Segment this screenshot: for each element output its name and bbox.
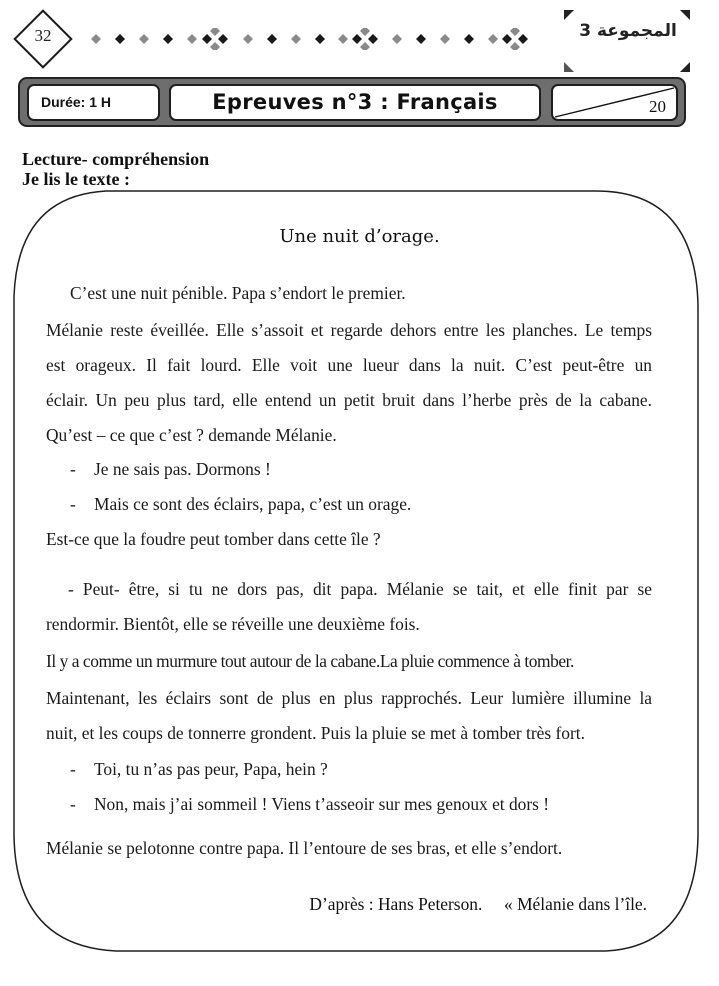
decorative-diamond-row	[82, 28, 552, 50]
story-line: Maintenant, les éclairs sont de plus en plus rapprochés. Leur lumière illumine la	[46, 688, 652, 708]
story-line: Mélanie se pelotonne contre papa. Il l’entoure de ses bras, et elle s’endort.	[46, 838, 563, 858]
page-number: 32	[34, 26, 52, 45]
dialogue-dash: -	[70, 759, 76, 779]
story-line: - Peut- être, si tu ne dors pas, dit papa. Mélanie se tait, et elle finit par se	[68, 579, 652, 599]
dialogue-line	[70, 459, 676, 480]
dialogue-line	[70, 494, 676, 515]
story-line: est orageux. Il fait lourd. Elle voit une lueur dans la nuit. C’est peut-être un	[46, 355, 652, 375]
dialogue-text: Je ne sais pas. Dormons !	[94, 459, 271, 479]
duration-box: Durée: 1 H	[27, 84, 160, 121]
story-line: Mélanie reste éveillée. Elle s’assoit et regarde dehors entre les planches. Le temps	[46, 320, 652, 340]
section-heading: Lecture- compréhension	[22, 149, 210, 169]
story-line: Il y a comme un murmure tout autour de la cabane.La pluie commence à tomber.	[46, 651, 574, 671]
group-label: المجموعة 3	[579, 21, 677, 41]
dialogue-dash: -	[70, 794, 76, 814]
story-line: C’est une nuit pénible. Papa s’endort le premier.	[70, 283, 406, 303]
story-line: Est-ce que la foudre peut tomber dans cette île ?	[46, 529, 381, 549]
source-text: D’après : Hans Peterson. « Mélanie dans l’île.	[309, 894, 647, 914]
section-instruction: Je lis le texte :	[22, 169, 130, 189]
dialogue-line	[70, 794, 676, 815]
story-title: Une nuit d’orage.	[279, 226, 440, 247]
dialogue-text: Non, mais j’ai sommeil ! Viens t’asseoir sur mes genoux et dors !	[94, 794, 550, 814]
dialogue-dash: -	[70, 494, 76, 514]
story-line: Qu’est – ce que c’est ? demande Mélanie.	[46, 425, 337, 445]
story-line: nuit, et les coups de tonnerre grondent. Puis la pluie se met à tomber très fort.	[46, 723, 585, 743]
exam-title: Epreuves n°3 : Français	[169, 84, 541, 121]
group-label-corners	[564, 10, 694, 74]
dialogue-line	[70, 759, 676, 780]
dialogue-text: Toi, tu n’as pas peur, Papa, hein ?	[94, 759, 328, 779]
story-line: éclair. Un peu plus tard, elle entend un petit bruit dans l’herbe près de la cabane.	[46, 390, 652, 410]
story-source	[309, 894, 647, 915]
dialogue-text: Mais ce sont des éclairs, papa, c’est un orage.	[94, 494, 412, 514]
dialogue-dash: -	[70, 459, 76, 479]
score-box	[551, 84, 678, 121]
story-line: rendormir. Bientôt, elle se réveille une deuxième fois.	[46, 614, 420, 634]
score-total: 20	[649, 97, 666, 116]
